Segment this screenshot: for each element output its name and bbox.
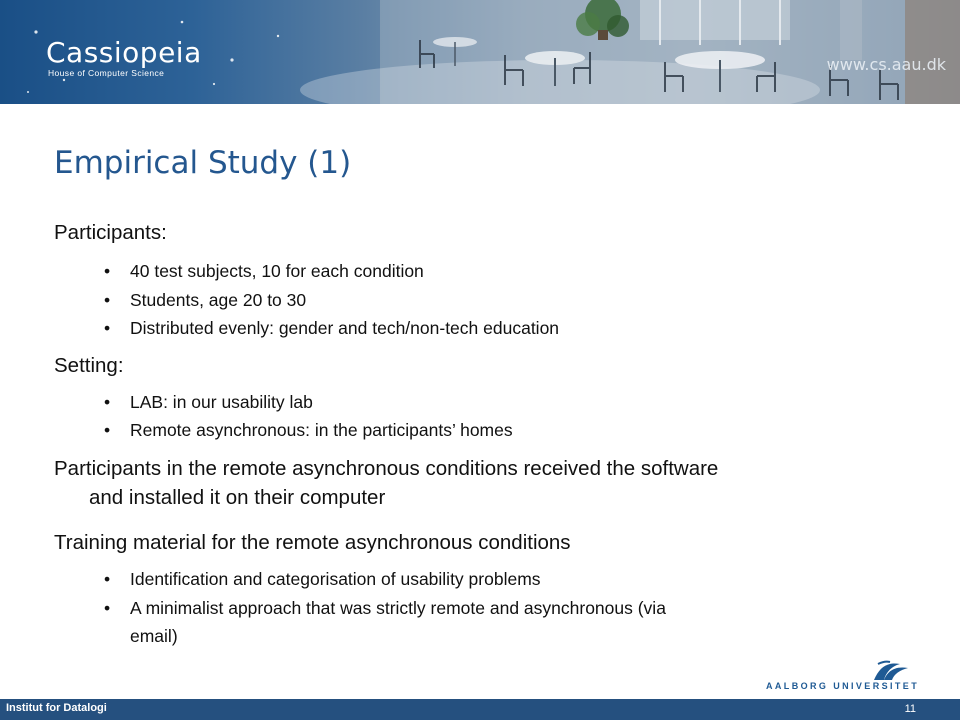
brand-name: Cassiopeia (46, 36, 202, 69)
bullet-item: • Distributed evenly: gender and tech/non-tech education (130, 318, 559, 339)
university-logo (766, 660, 924, 696)
training-heading: Training material for the remote asynchronous conditions (54, 531, 571, 554)
footer-institute: Institut for Datalogi (6, 702, 107, 714)
brand-subtitle: House of Computer Science (48, 68, 165, 78)
footer-bar (0, 699, 960, 720)
remote-paragraph-line-2: and installed it on their computer (89, 486, 386, 509)
remote-paragraph-line-1: Participants in the remote asynchronous conditions received the software (54, 457, 719, 480)
slide-title: Empirical Study (1) (54, 145, 352, 181)
bullet-item: • Students, age 20 to 30 (130, 290, 306, 311)
setting-heading: Setting: (54, 354, 124, 377)
bullet-item: • 40 test subjects, 10 for each condition (130, 261, 424, 282)
banner-url: www.cs.aau.dk (826, 55, 946, 74)
bullet-item: • Remote asynchronous: in the participants’ homes (130, 420, 513, 441)
bullet-item-continuation: email) (130, 626, 178, 646)
bullet-item: • Identification and categorisation of usability problems (130, 569, 541, 590)
aau-wave-icon (870, 660, 910, 682)
bullet-item: • A minimalist approach that was strictly remote and asynchronous (via (130, 598, 666, 619)
header-banner (0, 0, 960, 104)
participants-heading: Participants: (54, 221, 167, 244)
page-number: 11 (904, 703, 916, 715)
brand-logo (46, 38, 202, 78)
university-name: AALBORG UNIVERSITET (766, 681, 920, 691)
bullet-item: • LAB: in our usability lab (130, 392, 313, 413)
